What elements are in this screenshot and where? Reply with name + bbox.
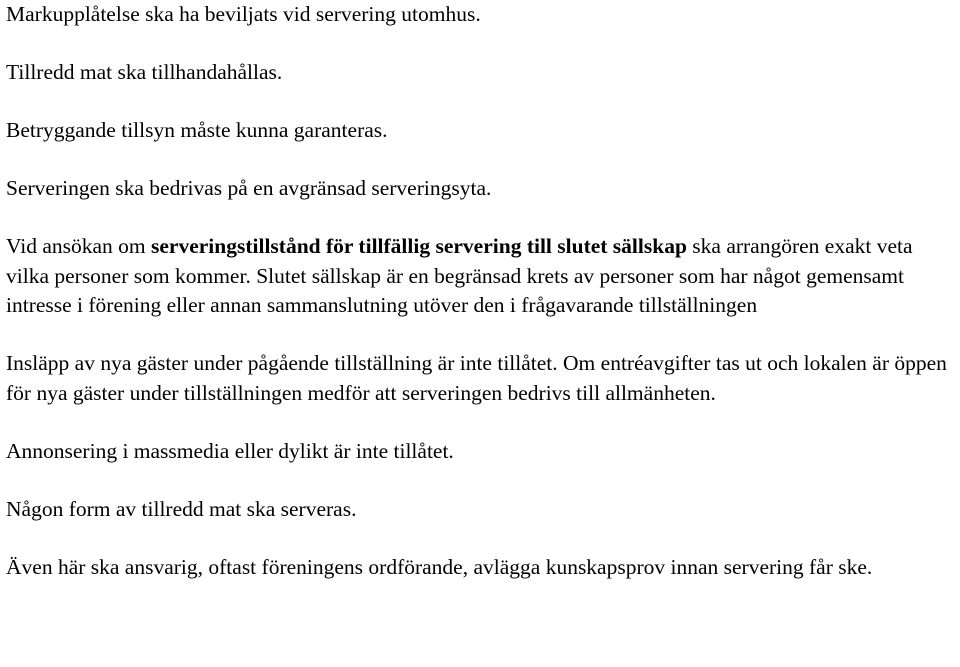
paragraph-advertising: Annonsering i massmedia eller dylikt är inte tillåtet. — [6, 438, 454, 463]
paragraph-serving-area: Serveringen ska bedrivas på en avgränsad serveringsyta. — [6, 175, 492, 200]
paragraph-knowledge-test: Även här ska ansvarig, oftast föreningens ordförande, avlägga kunskapsprov innan servering får ske. — [6, 554, 873, 579]
closed-party-body: ska arrangören exakt veta vilka personer som kommer. Slutet sällskap är en begränsad krets av personer som har något gemensamt intresse i förening eller annan sammanslutning utöver den i frågavarande tillställningen — [6, 233, 913, 318]
paragraph-admission: Insläpp av nya gäster under pågående tillställning är inte tillåtet. Om entréavgifter tas ut och lokalen är öppen för nya gäster under tillställningen medför att serveringen bedrivs till allmänheten. — [6, 351, 947, 405]
paragraph-closed-party — [6, 232, 956, 321]
document-body — [6, 0, 956, 582]
closed-party-bold-term: serveringstillstånd för tillfällig servering till slutet sällskap — [151, 233, 687, 258]
paragraph-food-served: Någon form av tillredd mat ska serveras. — [6, 496, 357, 521]
closed-party-intro: Vid ansökan om — [6, 233, 152, 258]
paragraph-outdoor-serving: Markupplåtelse ska ha beviljats vid servering utomhus. — [6, 2, 481, 26]
paragraph-supervision: Betryggande tillsyn måste kunna garanteras. — [6, 117, 388, 142]
paragraph-prepared-food: Tillredd mat ska tillhandahållas. — [6, 59, 283, 84]
